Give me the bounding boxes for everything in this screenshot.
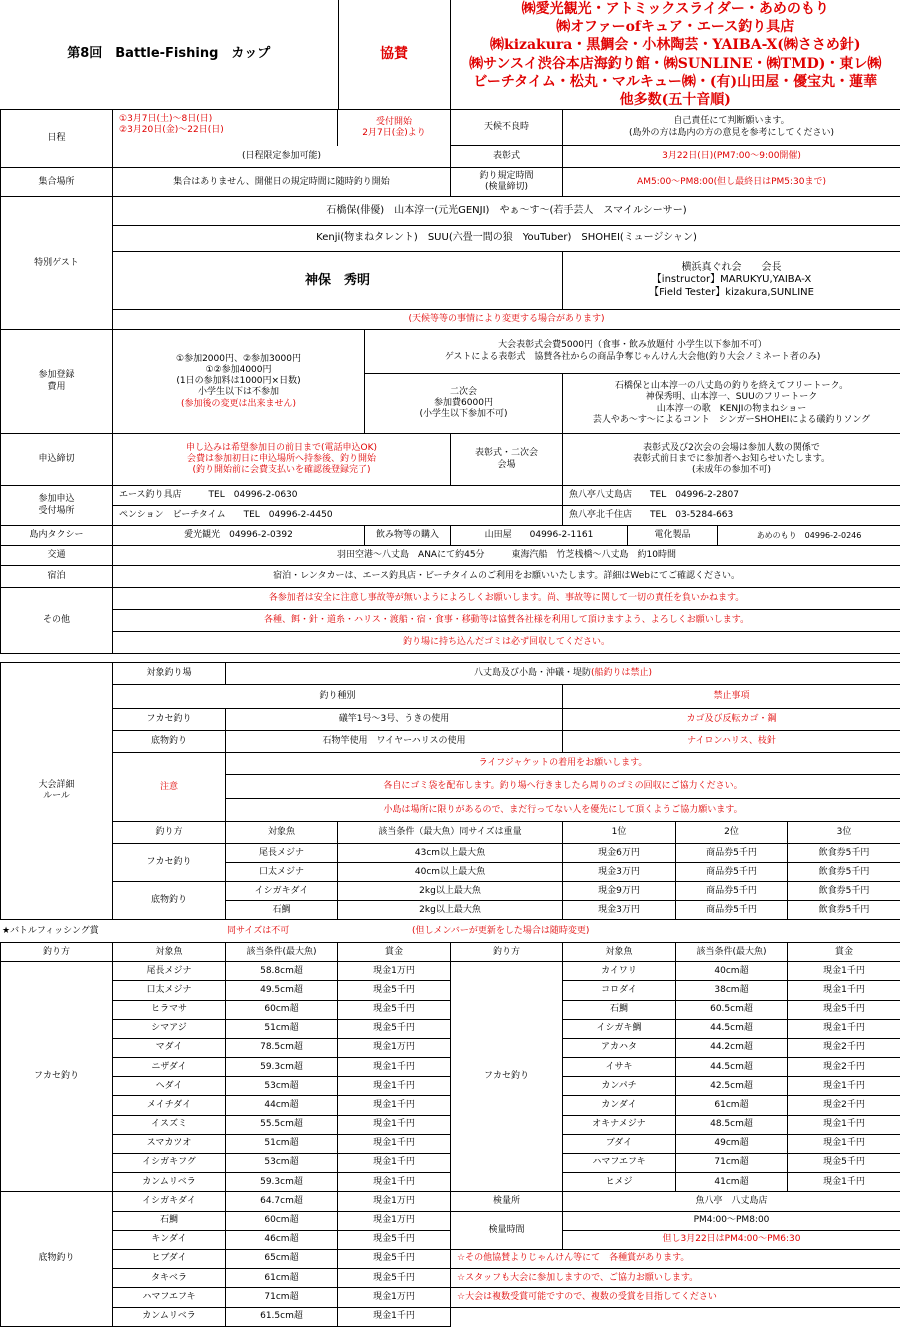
bf-condition: 60.5cm超 [676,1000,788,1019]
prize-header: 対象魚 [226,822,338,844]
fee-label-line: 参加登録 [3,370,110,381]
bf-condition: 58.8cm超 [226,962,338,981]
bf-prize: 現金1万円 [338,1288,451,1307]
taxi-label: 島内タクシー [1,526,113,546]
bf-fish: 石鯛 [113,1211,226,1230]
second-line: (小学生以下参加不可) [367,409,560,420]
fee-label [1,330,113,434]
venue-line: 表彰式及び2次会の会場は参加人数の関係で [565,443,898,454]
bf-row [1,1038,900,1057]
bf-row [1,1000,900,1019]
deadline-line: (釣り開始前に会費支払いを確認後登録完了) [115,465,448,476]
bf-fish: メイチダイ [113,1096,226,1115]
prize-2nd: 商品券5千円 [676,882,788,901]
prize-condition: 40cm以上最大魚 [338,863,563,882]
rules-label [1,663,113,920]
bf-prize: 現金1千円 [338,1115,451,1134]
bf-row [1,1058,900,1077]
bf-fish: キンダイ [113,1230,226,1249]
caution-label: 注意 [113,753,226,822]
bf-prize: 現金1千円 [338,1058,451,1077]
bf-condition: 40cm超 [676,962,788,981]
target-area [226,663,900,685]
bf-row [1,1307,900,1326]
bf-fish: イサキ [563,1058,676,1077]
bf-condition: 59.3cm超 [226,1058,338,1077]
weigh-time: PM4:00～PM8:00 [563,1211,900,1230]
bf-fish: スマカツオ [113,1134,226,1153]
bf-prize: 現金1千円 [338,1134,451,1153]
prize-3rd: 飲食券5千円 [788,844,900,863]
guest-row: Kenji(物まねタレント) SUU(六畳一間の狼 YouTuber) SHOHEI(ミュージシャン) [113,226,900,252]
guest-note: (天候等等の事情により変更する場合があります) [113,310,900,330]
transport-label: 交通 [1,546,113,566]
bf-method: 底物釣り [1,1192,113,1326]
battle-fishing-table [0,942,900,1327]
weather-line: (島外の方は島内の方の意見を参考にしてください) [565,128,898,139]
bf-condition: 48.5cm超 [676,1115,788,1134]
weigh-label: 検量所 [451,1192,563,1211]
bf-prize: 現金1千円 [338,1307,451,1326]
weigh-place: 魚八亭 八丈島店 [563,1192,900,1211]
electronics-label: 電化製品 [628,526,718,546]
apply-place: 魚八亭八丈島店 TEL 04996-2-2807 [563,486,900,506]
other-note: 釣り場に持ち込んだゴミは必ず回収してください。 [113,632,900,654]
prize-method: 底物釣り [113,882,226,920]
ban-label: 禁止事項 [563,685,900,709]
prize-header: 3位 [788,822,900,844]
weigh-time-label: 検量時間 [451,1211,563,1249]
weather-line: 自己責任にて判断願います。 [565,116,898,127]
event-title: 第8回 Battle-Fishing カップ [0,0,338,109]
drink-value: 山田屋 04996-2-1161 [451,526,628,546]
fee-line: ①②参加4000円 [115,365,362,376]
bf-row [1,1249,900,1268]
second-detail-line: 石橋保と山本淳一の八丈島の釣りを終えてフリートーク。 [565,381,898,392]
prize-condition: 2kg以上最大魚 [338,882,563,901]
fee-line: (1日の参加料は1000円×日数) [115,376,362,387]
fishing-time-label [451,168,563,197]
stay-value: 宿泊・レンタカーは、エース釣具店・ビーチタイムのご利用をお願いいたします。詳細はWebにてご確認ください。 [113,566,900,588]
caution-note: ライフジャケットの着用をお願いします。 [226,753,900,775]
bf-fish: イシガキダイ [113,1192,226,1211]
main-guest-info [563,252,900,310]
bf-fish: ハマフエフキ [563,1154,676,1173]
bf-condition: 44.2cm超 [676,1038,788,1057]
bf-fish: ヒラマサ [113,1000,226,1019]
apply-label [1,486,113,526]
date-line: ②3月20日(金)～22日(日) [119,125,335,136]
bf-prize: 現金2千円 [788,1096,900,1115]
prize-3rd: 飲食券5千円 [788,863,900,882]
sponsor-line: ㈱kizakura・黒鯛会・小林陶芸・YAIBA-X(㈱ささめ針) [453,36,899,54]
empty-cell [451,1307,900,1326]
bf-condition: 55.5cm超 [226,1115,338,1134]
bf-prize: 現金5千円 [338,1249,451,1268]
soko-label: 底物釣り [113,731,226,753]
bf-prize: 現金2千円 [788,1038,900,1057]
prize-condition: 43cm以上最大魚 [338,844,563,863]
fee-text [113,330,365,434]
bf-fish: 石鯛 [563,1000,676,1019]
bf-fish: ヒメジ [563,1173,676,1192]
sponsor-line: ビーチタイム・松丸・マルキュー㈱・(有)山田屋・優宝丸・蓮華 [453,73,899,91]
fee-line: (参加後の変更は出来ません) [115,399,362,410]
bf-condition: 65cm超 [226,1249,338,1268]
battle-fishing-title: ★バトルフィッシング賞 [0,920,225,942]
bf-prize: 現金5千円 [338,1019,451,1038]
bf-row [1,1288,900,1307]
bf-row [1,981,900,1000]
bf-row [1,1192,900,1211]
soko-ban: ナイロンハリス、枝針 [563,731,900,753]
bf-condition: 38cm超 [676,981,788,1000]
bf-fish: ハマフエフキ [113,1288,226,1307]
type-label: 釣り種別 [113,685,563,709]
bf-condition: 78.5cm超 [226,1038,338,1057]
second-line: 二次会 [367,387,560,398]
venue-label [451,434,563,486]
sponsor-line: 他多数(五十音順) [453,91,899,109]
other-note: 各参加者は安全に注意し事故等が無いようによろしくお願いします。尚、事故等に関して一切の責任を負いかねます。 [113,588,900,610]
prize-fish: 口太メジナ [226,863,338,882]
bf-condition: 59.3cm超 [226,1173,338,1192]
bf-prize: 現金1万円 [338,1192,451,1211]
reception [338,110,451,146]
sponsor-line: ㈱サンスイ渋谷本店海釣り館・㈱SUNLINE・㈱TMD)・東レ㈱ [453,55,899,73]
date-line: ①3月7日(土)～8日(日) [119,114,335,125]
update-note: (但しメンバーが更新をした場合は随時変更) [410,920,900,942]
target-text: 八丈島及び小島・沖礒・堤防 [474,668,591,678]
bf-fish: シマアジ [113,1019,226,1038]
bf-prize: 現金5千円 [338,1230,451,1249]
bf-header: 該当条件(最大魚) [676,943,788,962]
target-note: (船釣りは禁止) [591,668,652,678]
bf-condition: 49cm超 [676,1134,788,1153]
bf-condition: 51cm超 [226,1019,338,1038]
sponsor-line: ㈱愛光観光・アトミックスライダー・あめのもり [453,0,899,18]
bf-fish: 口太メジナ [113,981,226,1000]
prize-method: フカセ釣り [113,844,226,882]
extra-note: ☆その他協賛よりじゃんけん等にて 各種賞があります。 [451,1249,900,1268]
bf-prize: 現金1千円 [788,962,900,981]
caution-note: 小島は場所に限りがあるので、まだ行ってない人を優先にして頂くようご協力願います。 [226,799,900,822]
party-info [365,330,900,374]
bf-fish: カンムリベラ [113,1173,226,1192]
sponsor-line: ㈱オファーofキュア・エース釣り具店 [453,18,899,36]
venue-text [563,434,900,486]
bf-fish: ブダイ [563,1134,676,1153]
bf-prize: 現金1万円 [338,1211,451,1230]
bf-prize: 現金5千円 [338,981,451,1000]
bf-header: 釣り方 [1,943,113,962]
weigh-time-note: 但し3月22日はPM4:00～PM6:30 [563,1230,900,1249]
guest-info-line: 【Field Tester】kizakura,SUNLINE [565,287,898,300]
bf-fish: カンパチ [563,1077,676,1096]
extra-note: ☆大会は複数受賞可能ですので、複数の受賞を目指してください [451,1288,900,1307]
prize-3rd: 飲食券5千円 [788,882,900,901]
second-detail-line: 山本淳一の歌 KENJIの物まねショー [565,404,898,415]
bf-condition: 53cm超 [226,1077,338,1096]
bf-condition: 60cm超 [226,1211,338,1230]
rules-table [0,662,900,920]
battle-fishing-title-row [0,920,900,942]
other-label: その他 [1,588,113,654]
ceremony-label: 表彰式 [451,146,563,168]
prize-header: 釣り方 [113,822,226,844]
caution-note: 各自にゴミ袋を配布します。釣り場へ行きましたら周りのゴミの回収にご協力ください。 [226,775,900,799]
second-detail-line: 芸人やあ～す～によるコント シンガーSHOHEIによる礒釣りソング [565,415,898,426]
bf-condition: 46cm超 [226,1230,338,1249]
soko-rule: 石物竿使用 ワイヤーハリスの使用 [226,731,563,753]
bf-row [1,962,900,981]
bf-prize: 現金5千円 [788,1000,900,1019]
bf-condition: 44.5cm超 [676,1058,788,1077]
weather-label: 天候不良時 [451,110,563,146]
party-line: 大会表彰式会費5000円（食事・飲み放題付 小学生以下参加不可） [367,340,898,351]
prize-header: 2位 [676,822,788,844]
bf-fish: ニザダイ [113,1058,226,1077]
bf-fish: イスズミ [113,1115,226,1134]
main-guest: 神保 秀明 [113,252,563,310]
bf-row [1,1230,900,1249]
prize-condition: 2kg以上最大魚 [338,901,563,920]
bf-prize: 現金5千円 [338,1000,451,1019]
guest-row: 石橋保(俳優) 山本淳一(元光GENJI) やぁ～す～(若手芸人 スマイルシーサー) [113,197,900,226]
bf-header: 賞金 [338,943,451,962]
schedule-limited: (日程限定参加可能) [113,146,451,168]
bf-prize: 現金1千円 [338,1154,451,1173]
bf-fish: カンダイ [563,1096,676,1115]
fukase-label: フカセ釣り [113,709,226,731]
bf-row [1,1115,900,1134]
rules-label-line: ルール [3,791,110,802]
bf-condition: 42.5cm超 [676,1077,788,1096]
sponsor-label: 協賛 [338,0,450,109]
bf-prize: 現金1千円 [788,981,900,1000]
bf-header: 賞金 [788,943,900,962]
bf-prize: 現金1千円 [788,1077,900,1096]
bf-row [1,1173,900,1192]
meeting-text: 集合はありません、開催日の規定時間に随時釣り開始 [113,168,451,197]
bf-prize: 現金1千円 [788,1115,900,1134]
bf-prize: 現金1千円 [338,1173,451,1192]
bf-prize: 現金1千円 [788,1134,900,1153]
bf-condition: 61cm超 [226,1269,338,1288]
venue-line: (未成年の参加不可) [565,465,898,476]
schedule-dates [113,110,338,146]
bf-header: 対象魚 [113,943,226,962]
bf-header: 釣り方 [451,943,563,962]
bf-prize: 現金1千円 [788,1019,900,1038]
stay-label: 宿泊 [1,566,113,588]
target-label: 対象釣り場 [113,663,226,685]
fishing-time: AM5:00～PM8:00(但し最終日はPM5:30まで) [563,168,900,197]
fukase-ban: カゴ及び反転カゴ・鋼 [563,709,900,731]
bf-condition: 61.5cm超 [226,1307,338,1326]
schedule-label: 日程 [1,110,113,168]
bf-condition: 53cm超 [226,1154,338,1173]
bf-prize: 現金1千円 [338,1096,451,1115]
prize-2nd: 商品券5千円 [676,863,788,882]
bf-prize: 現金5千円 [338,1269,451,1288]
bf-row [1,1154,900,1173]
deadline-line: 申し込みは希望参加日の前日まで(電話申込OK) [115,443,448,454]
prize-fish: 石鯛 [226,901,338,920]
deadline-line: 会費は参加初日に申込場所へ持参後、釣り開始 [115,454,448,465]
prize-header: 1位 [563,822,676,844]
bf-condition: 64.7cm超 [226,1192,338,1211]
bf-fish: ヒブダイ [113,1249,226,1268]
electronics-value: あめのもり 04996-2-0246 [718,526,900,546]
apply-place: ペンション ビーチタイム TEL 04996-2-4450 [113,506,563,526]
party-line: ゲストによる表彰式 協賛各社からの商品争奪じゃんけん大会他(釣り大会ノミネート者のみ) [367,352,898,363]
bf-condition: 61cm超 [676,1096,788,1115]
second-line: 参加費6000円 [367,398,560,409]
prize-1st: 現金3万円 [563,901,676,920]
time-label-line: 釣り規定時間 [453,171,560,182]
bf-fish: アカハタ [563,1038,676,1057]
header [0,0,900,109]
bf-condition: 60cm超 [226,1000,338,1019]
bf-row [1,1269,900,1288]
other-note: 各種、餌・針・道糸・ハリス・渡船・宿・食事・移動等は協賛各社様を利用して頂けますよう、よろしくお願いします。 [113,610,900,632]
prize-fish: イシガキダイ [226,882,338,901]
bf-row [1,1134,900,1153]
fukase-rule: 礒竿1号～3号、うきの使用 [226,709,563,731]
ceremony-time: 3月22日(日)(PM7:00～9:00開催) [563,146,900,168]
reception-label: 受付開始 [340,117,448,128]
prize-1st: 現金9万円 [563,882,676,901]
guest-info-line: 横浜真ぐれ会 会長 [565,262,898,275]
bf-fish: イシガキ鯛 [563,1019,676,1038]
bf-condition: 71cm超 [676,1154,788,1173]
time-label-line: (検量締切) [453,182,560,193]
apply-place: エース釣り具店 TEL 04996-2-0630 [113,486,563,506]
meeting-label: 集合場所 [1,168,113,197]
bf-row [1,1019,900,1038]
bf-prize: 現金5千円 [788,1154,900,1173]
prize-2nd: 商品券5千円 [676,844,788,863]
bf-header: 該当条件(最大魚) [226,943,338,962]
bf-condition: 41cm超 [676,1173,788,1192]
weather-note [563,110,900,146]
bf-condition: 51cm超 [226,1134,338,1153]
bf-condition: 49.5cm超 [226,981,338,1000]
prize-fish: 尾長メジナ [226,844,338,863]
same-size-note: 同サイズは不可 [225,920,410,942]
bf-prize: 現金1千円 [788,1173,900,1192]
bf-prize: 現金1千円 [338,1077,451,1096]
apply-label-line: 受付場所 [3,506,110,517]
bf-condition: 44.5cm超 [676,1019,788,1038]
deadline-text [113,434,451,486]
prize-2nd: 商品券5千円 [676,901,788,920]
second-party-label [365,374,563,434]
bf-prize: 現金2千円 [788,1058,900,1077]
bf-method: フカセ釣り [451,962,563,1192]
fee-label-line: 費用 [3,382,110,393]
bf-condition: 71cm超 [226,1288,338,1307]
drink-label: 飲み物等の購入 [365,526,451,546]
bf-fish: 尾長メジナ [113,962,226,981]
bf-fish: コロダイ [563,981,676,1000]
bf-fish: タキベラ [113,1269,226,1288]
extra-note: ☆スタッフも大会に参加しますので、ご協力お願いします。 [451,1269,900,1288]
fee-line: ①参加2000円、②参加3000円 [115,354,362,365]
bf-fish: イシガキフグ [113,1154,226,1173]
prize-1st: 現金3万円 [563,863,676,882]
rules-label-line: 大会詳細 [3,780,110,791]
apply-place: 魚八亭北千住店 TEL 03-5284-663 [563,506,900,526]
bf-prize: 現金1万円 [338,962,451,981]
bf-row [1,1211,900,1230]
bf-fish: ヘダイ [113,1077,226,1096]
venue-label-line: 会場 [453,460,560,471]
second-detail-line: 神保秀明、山本淳一、SUUのフリートーク [565,392,898,403]
reception-date: 2月7日(金)より [340,128,448,139]
guests-label: 特別ゲスト [1,197,113,330]
bf-header: 対象魚 [563,943,676,962]
bf-row [1,1096,900,1115]
apply-label-line: 参加申込 [3,494,110,505]
bf-fish: カイワリ [563,962,676,981]
bf-fish: オキナメジナ [563,1115,676,1134]
guest-info-line: 【instructor】MARUKYU,YAIBA-X [565,274,898,287]
venue-line: 表彰式前日までに参加者へお知らせいたします。 [565,454,898,465]
bf-row [1,1077,900,1096]
transport-value: 羽田空港～八丈島 ANAにて約45分 東海汽船 竹芝桟橋～八丈島 約10時間 [113,546,900,566]
fee-line: 小学生以下は不参加 [115,387,362,398]
bf-condition: 44cm超 [226,1096,338,1115]
bf-fish: マダイ [113,1038,226,1057]
prize-1st: 現金6万円 [563,844,676,863]
prize-header: 該当条件（最大魚）同サイズは重量 [338,822,563,844]
bf-fish: カンムリベラ [113,1307,226,1326]
sponsor-list [450,0,900,109]
venue-label-line: 表彰式・二次会 [453,448,560,459]
bf-prize: 現金1万円 [338,1038,451,1057]
bf-method: フカセ釣り [1,962,113,1192]
second-party-detail [563,374,900,434]
info-table [0,109,900,654]
deadline-label: 申込締切 [1,434,113,486]
prize-3rd: 飲食券5千円 [788,901,900,920]
taxi-value: 愛光観光 04996-2-0392 [113,526,365,546]
